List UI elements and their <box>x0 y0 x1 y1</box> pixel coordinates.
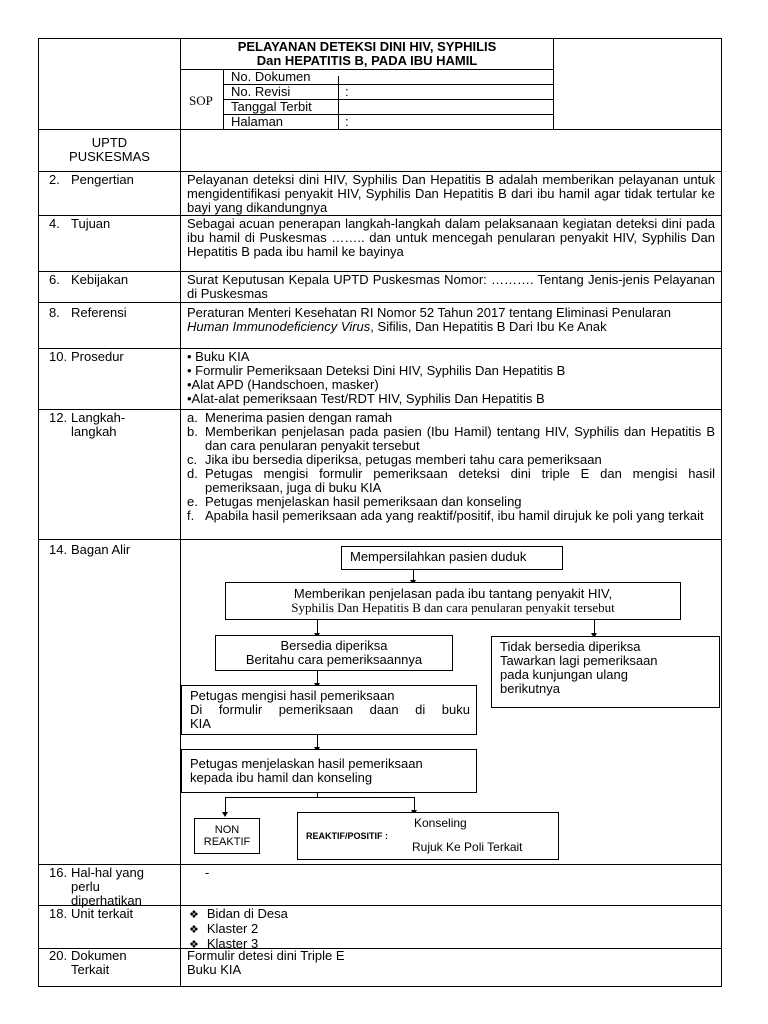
kebijakan-text: Surat Keputusan Kepala UPTD Puskesmas Nomor: ………. Tentang Jenis-jenis Pelayanan di Puskesmas <box>187 272 715 301</box>
flow-arrow <box>413 570 414 581</box>
section-label: Hal-hal yang <box>71 865 144 880</box>
referensi-text-after: , Sifilis, Dan Hepatitis B Dari Ibu Ke Anak <box>370 319 607 334</box>
prosedur-list <box>187 350 715 406</box>
list-text: Petugas menjelaskan hasil pemeriksaan dan konseling <box>205 494 522 509</box>
diamond-bullet-icon: ❖ <box>189 939 199 951</box>
field-label: No. Revisi <box>231 84 291 99</box>
section-number: 20. <box>49 948 68 963</box>
list-item: Buku KIA <box>187 962 242 977</box>
flow-arrow <box>594 620 595 634</box>
field-halaman-value: : <box>345 114 349 129</box>
section-label-line-2: Terkait <box>71 962 110 977</box>
section-label-prosedur <box>49 350 124 364</box>
title-line-2: Dan HEPATITIS B, PADA IBU HAMIL <box>256 53 478 68</box>
flow-text: Mempersilahkan pasien duduk <box>350 549 527 564</box>
list-item <box>189 922 288 937</box>
list-item <box>187 467 715 495</box>
sop-document <box>38 38 722 987</box>
referensi-text-italic: Human Immunodeficiency Virus <box>187 319 371 334</box>
field-no-dokumen <box>231 70 310 84</box>
flow-text: pada kunjungan ulang <box>500 667 628 682</box>
title-line-1: PELAYANAN DETEKSI DINI HIV, SYPHILIS <box>237 39 497 54</box>
sop-label: SOP <box>189 93 213 108</box>
langkah-list <box>187 411 715 523</box>
flow-arrow <box>317 735 318 748</box>
section-label-bagan <box>49 543 130 557</box>
section-number: 4. <box>49 216 60 231</box>
section-number: 6. <box>49 272 60 287</box>
flow-text: Petugas menjelaskan hasil pemeriksaan <box>190 756 423 771</box>
list-text: Jika ibu bersedia diperiksa, petugas memberi tahu cara pemeriksaan <box>205 452 602 467</box>
unit-list <box>189 907 288 952</box>
flow-text: Syphilis Dan Hepatitis B dan cara penularan penyakit tersebut <box>291 600 615 615</box>
flow-text: Di formulir pemeriksaan daan di buku <box>190 702 470 717</box>
field-no-revisi <box>231 85 290 99</box>
org-line-2: PUSKESMAS <box>69 149 150 164</box>
org-line-1: UPTD <box>91 135 128 150</box>
flow-text: Bersedia diperiksa <box>280 638 388 653</box>
row-sep <box>39 948 721 949</box>
diamond-bullet-icon: ❖ <box>189 924 199 936</box>
list-marker: a. <box>187 410 198 425</box>
list-item <box>189 907 288 922</box>
flow-text: KIA <box>190 716 211 731</box>
document-title <box>181 40 553 68</box>
section-label-line-2: langkah <box>71 424 117 439</box>
section-label-referensi <box>49 306 127 320</box>
section-label: Tujuan <box>71 216 111 231</box>
section-number: 16. <box>49 865 68 880</box>
list-text: Klaster 3 <box>206 936 259 951</box>
list-text: Memberikan penjelasan pada pasien (Ibu Hamil) tentang HIV, Syphilis dan Hepatitis B dan cara penularan penyakit tersebut <box>205 424 715 453</box>
field-label: Halaman <box>231 114 284 129</box>
list-item <box>187 425 715 453</box>
list-marker: c. <box>187 452 198 467</box>
field-label: Tanggal Terbit <box>231 99 312 114</box>
flow-arrow <box>414 797 415 811</box>
list-text: Menerima pasien dengan ramah <box>205 410 393 425</box>
header-right-divider <box>553 39 554 129</box>
flow-box-tidak-bersedia <box>491 636 720 708</box>
list-text: Klaster 2 <box>206 921 259 936</box>
list-marker: e. <box>187 494 198 509</box>
field-halaman <box>231 115 283 129</box>
section-label: Bagan Alir <box>71 542 131 557</box>
list-item <box>187 411 715 425</box>
section-label: Langkah- <box>71 410 126 425</box>
tujuan-text: Sebagai acuan penerapan langkah-langkah dalam pelaksanaan kegiatan deteksi dini pada ibu hamil di Puskesmas …….. dan untuk mencegah penularan penyakit HIV, Syphilis Dan Hepatitis B pada ibu hamil ke bayinya <box>187 216 715 259</box>
list-item: Formulir detesi dini Triple E <box>187 948 345 963</box>
diamond-bullet-icon: ❖ <box>189 909 199 921</box>
list-item <box>187 453 715 467</box>
row-sep <box>39 539 721 540</box>
row-sep <box>39 905 721 906</box>
row-sep <box>39 348 721 349</box>
flow-box-bersedia <box>215 635 453 671</box>
flow-arrow <box>317 671 318 684</box>
section-label-hal <box>49 866 144 908</box>
pengertian-text: Pelayanan deteksi dini HIV, Syphilis Dan Hepatitis B adalah memberikan pelayanan untuk mengidentifikasi penyakit HIV, Syphilis Dan Hepatitis B dari ibu hamil agar tidak tertular ke bayi yang dikandungnya <box>187 172 715 215</box>
flow-text: NON <box>214 824 240 836</box>
flow-text: Tawarkan lagi pemeriksaan <box>500 653 658 668</box>
section-label-unit <box>49 907 133 921</box>
field-no-revisi-value: : <box>345 84 349 99</box>
flow-box-mengisi <box>181 685 477 735</box>
field-value-divider <box>338 76 339 129</box>
flow-text: REAKTIF/POSITIF : <box>306 831 388 841</box>
referensi-text <box>187 306 715 334</box>
section-number: 10. <box>49 349 68 364</box>
list-item: • Buku KIA <box>187 349 250 364</box>
flow-box-non-reaktif <box>194 818 260 854</box>
section-label-dokumen <box>49 949 127 977</box>
section-label: Pengertian <box>71 172 134 187</box>
section-label-pengertian <box>49 173 134 187</box>
org-name <box>39 136 180 164</box>
section-number: 2. <box>49 172 60 187</box>
flow-text: Beritahu cara pemeriksaannya <box>245 652 423 667</box>
list-item <box>187 495 715 509</box>
section-label-kebijakan <box>49 273 128 287</box>
section-label-tujuan <box>49 217 110 231</box>
flow-box-reaktif <box>297 812 559 860</box>
section-number: 12. <box>49 410 68 425</box>
flow-box-greet <box>341 546 563 570</box>
list-text: Petugas mengisi formulir pemeriksaan deteksi dini triple E dan mengisi hasil pemeriksaan, juga di buku KIA <box>205 466 715 495</box>
list-item <box>187 509 715 523</box>
flow-text: Memberikan penjelasan pada ibu tantang penyakit HIV, <box>293 586 613 601</box>
flow-text: Rujuk Ke Poli Terkait <box>412 840 523 854</box>
list-marker: b. <box>187 424 198 439</box>
flow-text: berikutnya <box>500 681 560 696</box>
field-label: No. Dokumen <box>231 69 311 84</box>
column-divider <box>180 39 181 986</box>
flow-connector <box>225 797 415 798</box>
row-sep <box>39 302 721 303</box>
flow-text: Petugas mengisi hasil pemeriksaan <box>190 688 395 703</box>
section-label: Kebijakan <box>71 272 129 287</box>
row-sep <box>39 129 721 130</box>
list-item: •Alat-alat pemeriksaan Test/RDT HIV, Syphilis Dan Hepatitis B <box>187 391 545 406</box>
flow-box-explain <box>225 582 681 620</box>
hal-text: - <box>205 865 210 880</box>
section-label-line-3: diperhatikan <box>71 893 142 908</box>
dokumen-list <box>187 949 345 977</box>
flow-text: Konseling <box>414 816 467 830</box>
section-label-line-2: perlu <box>71 879 100 894</box>
list-marker: d. <box>187 466 198 481</box>
list-text: Bidan di Desa <box>206 906 288 921</box>
section-number: 18. <box>49 906 68 921</box>
flow-arrow <box>317 620 318 634</box>
section-label: Unit terkait <box>71 906 134 921</box>
flow-text: Tidak bersedia diperiksa <box>500 639 641 654</box>
section-label-langkah <box>49 411 125 439</box>
flow-box-menjelaskan <box>181 749 477 793</box>
list-item: •Alat APD (Handschoen, masker) <box>187 377 379 392</box>
section-number: 8. <box>49 305 60 320</box>
list-text: Apabila hasil pemeriksaan ada yang reaktif/positif, ibu hamil dirujuk ke poli yang terkait <box>205 508 704 523</box>
section-label: Prosedur <box>71 349 124 364</box>
flow-arrow <box>225 797 226 813</box>
flow-text: REAKTIF <box>203 836 251 848</box>
referensi-text-before: Peraturan Menteri Kesehatan RI Nomor 52 Tahun 2017 tentang Eliminasi Penularan <box>187 305 671 320</box>
flow-text: kepada ibu hamil dan konseling <box>190 770 373 785</box>
list-marker: f. <box>187 508 195 523</box>
field-tanggal-terbit <box>231 100 312 114</box>
section-label: Referensi <box>71 305 127 320</box>
section-number: 14. <box>49 542 68 557</box>
list-item: • Formulir Pemeriksaan Deteksi Dini HIV, Syphilis Dan Hepatitis B <box>187 363 566 378</box>
section-label: Dokumen <box>71 948 127 963</box>
